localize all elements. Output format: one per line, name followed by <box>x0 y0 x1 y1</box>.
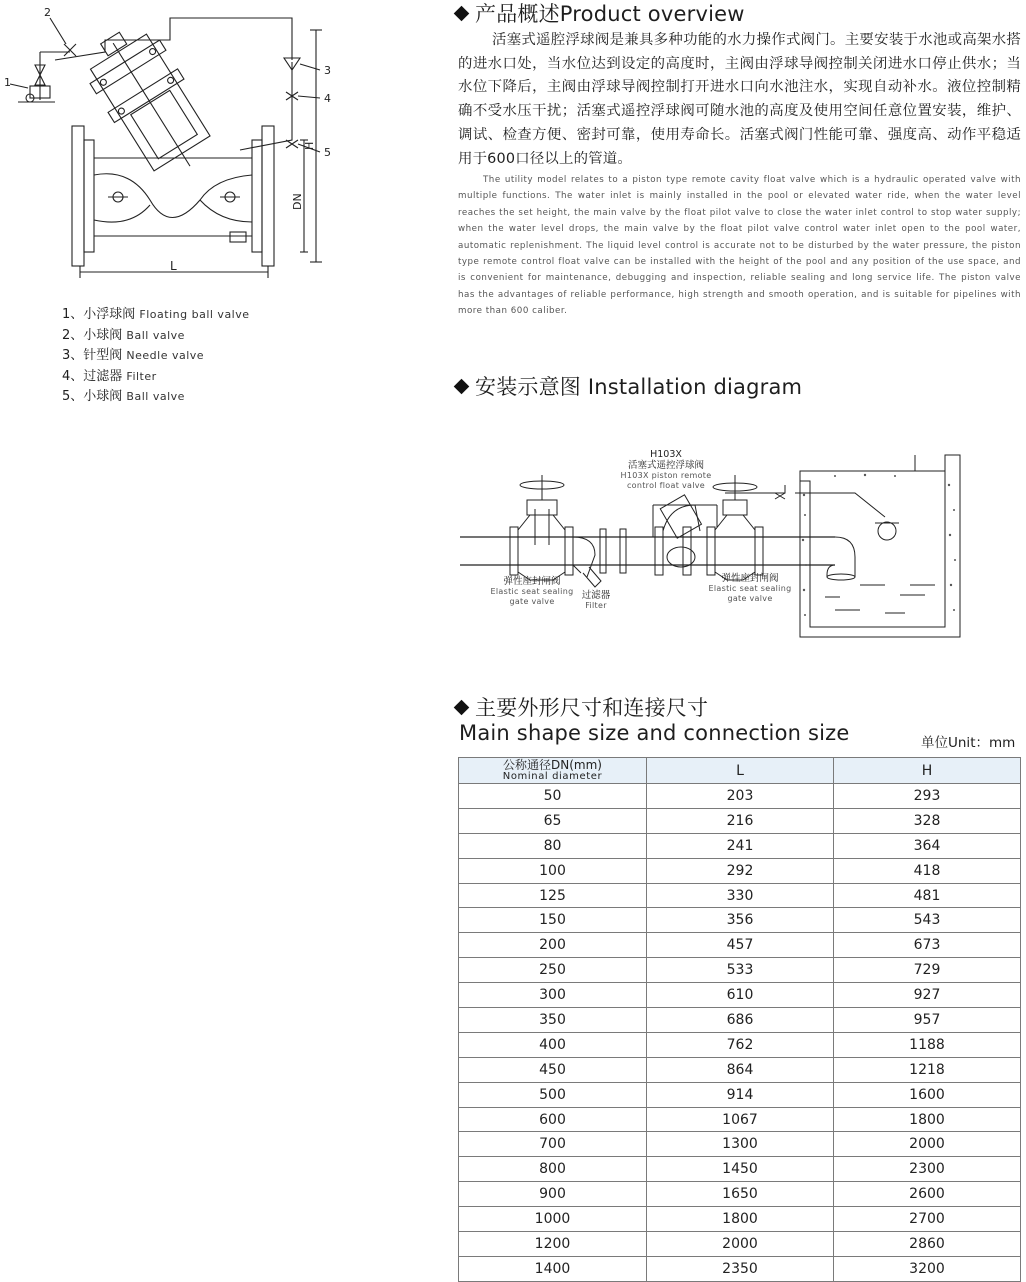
cell-h: 927 <box>834 983 1021 1008</box>
table-row <box>459 858 1021 883</box>
cell-l: 457 <box>647 933 834 958</box>
cell-l: 292 <box>647 858 834 883</box>
overview-heading: 产品概述Product overview <box>456 0 745 28</box>
table-row <box>459 1107 1021 1132</box>
cell-l: 1800 <box>647 1207 834 1232</box>
gate-valve-1-cn: 弹性座封闸阀 <box>503 576 561 587</box>
table-row <box>459 983 1021 1008</box>
callout-4: 4 <box>324 92 331 105</box>
table-row <box>459 1132 1021 1157</box>
table-row <box>459 808 1021 833</box>
cell-h: 3200 <box>834 1256 1021 1281</box>
cell-dn: 200 <box>459 933 647 958</box>
table-row <box>459 883 1021 908</box>
table-row <box>459 1256 1021 1281</box>
cell-dn: 150 <box>459 908 647 933</box>
cell-h: 1600 <box>834 1082 1021 1107</box>
gate-valve-1-label <box>484 576 580 607</box>
cell-l: 203 <box>647 784 834 809</box>
overview-cn-text: 活塞式遥腔浮球阀是兼具多种功能的水力操作式阀门。主要安装于水池或高架水搭的进水口处，当水位达到设定的高度时，主阀由浮球导阀控制关闭进水口停止供水；当水位下降后，主阀由浮球导阀控制打开进水口向水池注水，实现自动补水。液位控制精确不受水压干扰；活塞式遥控浮球阀可随水池的高度及使用空间任意位置安装，维护、调试、检查方便、密封可靠，使用寿命长。活塞式阀门性能可靠、强度高、动作平稳适用于600口径以上的管道。 <box>458 32 1021 167</box>
cell-l: 864 <box>647 1057 834 1082</box>
gate-valve-2-en-2: gate valve <box>727 594 773 603</box>
cell-dn: 80 <box>459 833 647 858</box>
header-dn-en: Nominal diameter <box>502 770 603 782</box>
table-row <box>459 1032 1021 1057</box>
header-dn <box>459 758 647 784</box>
cell-dn: 125 <box>459 883 647 908</box>
callout-5: 5 <box>324 146 331 159</box>
cell-h: 673 <box>834 933 1021 958</box>
cell-l: 1300 <box>647 1132 834 1157</box>
dim-dn-label: DN <box>291 193 304 210</box>
table-row <box>459 1157 1021 1182</box>
valve-technical-drawing <box>0 0 340 290</box>
cell-dn: 800 <box>459 1157 647 1182</box>
cell-l: 914 <box>647 1082 834 1107</box>
cell-h: 2600 <box>834 1182 1021 1207</box>
parts-legend <box>62 305 250 408</box>
cell-h: 2000 <box>834 1132 1021 1157</box>
cell-h: 2300 <box>834 1157 1021 1182</box>
cell-dn: 300 <box>459 983 647 1008</box>
overview-en-text: The utility model relates to a piston type remote cavity float valve which is a hydraulic operated valve with multiple functions. The water inlet is mainly installed in the pool or elevated water ride, when the water level reaches the set height, the main valve by the float pilot valve to close the water inlet control to stop water supply; when the water level drops, the main valve by the float pilot valve control water inlet open to the pool water, automatic replenishment. The liquid level control is accurate not to be disturbed by the water pressure, the piston type remote control float valve can be installed with the height of the pool and any position of the use space, and is convenient for maintenance, debugging and inspection, reliable sealing and long service life. The piston valve has the advantages of reliable performance, high strength and smooth operation, and is suitable for pipelines with more than 600 caliber. <box>458 175 1021 317</box>
installation-heading: 安装示意图 Installation diagram <box>456 371 802 401</box>
diamond-bullet-icon <box>454 379 470 395</box>
main-valve-cn: 活塞式遥控浮球阀 <box>627 460 704 471</box>
table-row <box>459 1232 1021 1257</box>
filter-cn: 过滤器 <box>581 590 611 601</box>
cell-dn: 65 <box>459 808 647 833</box>
header-dn-cn: 公称通径DN(mm) <box>503 757 602 772</box>
cell-l: 762 <box>647 1032 834 1057</box>
gate-valve-2-en-1: Elastic seat sealing <box>708 584 792 593</box>
filter-label <box>576 590 616 611</box>
cell-dn: 600 <box>459 1107 647 1132</box>
sizes-table <box>458 757 1021 1282</box>
header-h: H <box>834 758 1021 784</box>
cell-h: 2700 <box>834 1207 1021 1232</box>
cell-l: 610 <box>647 983 834 1008</box>
cell-dn: 350 <box>459 1008 647 1033</box>
table-header-row <box>459 758 1021 784</box>
cell-dn: 50 <box>459 784 647 809</box>
table-row <box>459 1057 1021 1082</box>
filter-en: Filter <box>585 601 607 610</box>
cell-dn: 250 <box>459 958 647 983</box>
main-valve-en-2: control float valve <box>626 481 705 490</box>
cell-l: 1067 <box>647 1107 834 1132</box>
cell-l: 533 <box>647 958 834 983</box>
legend-item: 1、小浮球阀 Floating ball valve <box>62 307 250 322</box>
legend-item: 2、小球阀 Ball valve <box>62 327 185 343</box>
cell-h: 1800 <box>834 1107 1021 1132</box>
table-row <box>459 933 1021 958</box>
table-row <box>459 784 1021 809</box>
cell-l: 241 <box>647 833 834 858</box>
cell-h: 293 <box>834 784 1021 809</box>
dim-l-label: L <box>170 259 177 273</box>
cell-l: 2000 <box>647 1232 834 1257</box>
unit-label: 单位Unit：mm <box>921 735 1016 751</box>
dim-h-label: H <box>303 141 316 150</box>
sizes-heading: 主要外形尺寸和连接尺寸 Main shape size and connection size <box>456 696 850 746</box>
header-l: L <box>647 758 834 784</box>
cell-dn: 450 <box>459 1057 647 1082</box>
table-row <box>459 908 1021 933</box>
table-row <box>459 1182 1021 1207</box>
callout-1: 1 <box>4 76 11 89</box>
gate-valve-1-en-2: gate valve <box>509 597 555 606</box>
cell-h: 1188 <box>834 1032 1021 1057</box>
callout-2: 2 <box>44 6 51 19</box>
legend-item: 5、小球阀 Ball valve <box>62 389 185 404</box>
cell-dn: 100 <box>459 858 647 883</box>
gate-valve-2-cn: 弹性座封闸阀 <box>721 573 779 584</box>
cell-h: 481 <box>834 883 1021 908</box>
main-valve-en-1: H103X piston remote <box>620 471 712 480</box>
cell-h: 543 <box>834 908 1021 933</box>
cell-h: 957 <box>834 1008 1021 1033</box>
cell-l: 356 <box>647 908 834 933</box>
cell-h: 364 <box>834 833 1021 858</box>
table-row <box>459 1082 1021 1107</box>
cell-dn: 400 <box>459 1032 647 1057</box>
callout-3: 3 <box>324 64 331 77</box>
cell-l: 2350 <box>647 1256 834 1281</box>
table-row <box>459 833 1021 858</box>
cell-h: 729 <box>834 958 1021 983</box>
cell-h: 328 <box>834 808 1021 833</box>
sizes-heading-en: Main shape size and connection size <box>459 721 850 745</box>
sizes-table-body <box>459 784 1021 1282</box>
cell-l: 1450 <box>647 1157 834 1182</box>
diamond-bullet-icon <box>454 700 470 716</box>
cell-l: 1650 <box>647 1182 834 1207</box>
cell-l: 686 <box>647 1008 834 1033</box>
cell-dn: 900 <box>459 1182 647 1207</box>
main-valve-label <box>612 449 720 491</box>
cell-dn: 1200 <box>459 1232 647 1257</box>
diamond-bullet-icon <box>454 6 470 22</box>
gate-valve-2-label <box>703 573 797 604</box>
table-row <box>459 1008 1021 1033</box>
cell-dn: 500 <box>459 1082 647 1107</box>
cell-h: 2860 <box>834 1232 1021 1257</box>
legend-item: 3、针型阀 Needle valve <box>62 348 205 363</box>
table-row <box>459 958 1021 983</box>
cell-dn: 1400 <box>459 1256 647 1281</box>
cell-h: 1218 <box>834 1057 1021 1082</box>
cell-dn: 1000 <box>459 1207 647 1232</box>
gate-valve-1-en-1: Elastic seat sealing <box>490 587 574 596</box>
cell-h: 418 <box>834 858 1021 883</box>
table-row <box>459 1207 1021 1232</box>
legend-item: 4、过滤器 Filter <box>62 368 157 384</box>
cell-dn: 700 <box>459 1132 647 1157</box>
main-valve-code: H103X <box>650 449 682 460</box>
cell-l: 330 <box>647 883 834 908</box>
cell-l: 216 <box>647 808 834 833</box>
